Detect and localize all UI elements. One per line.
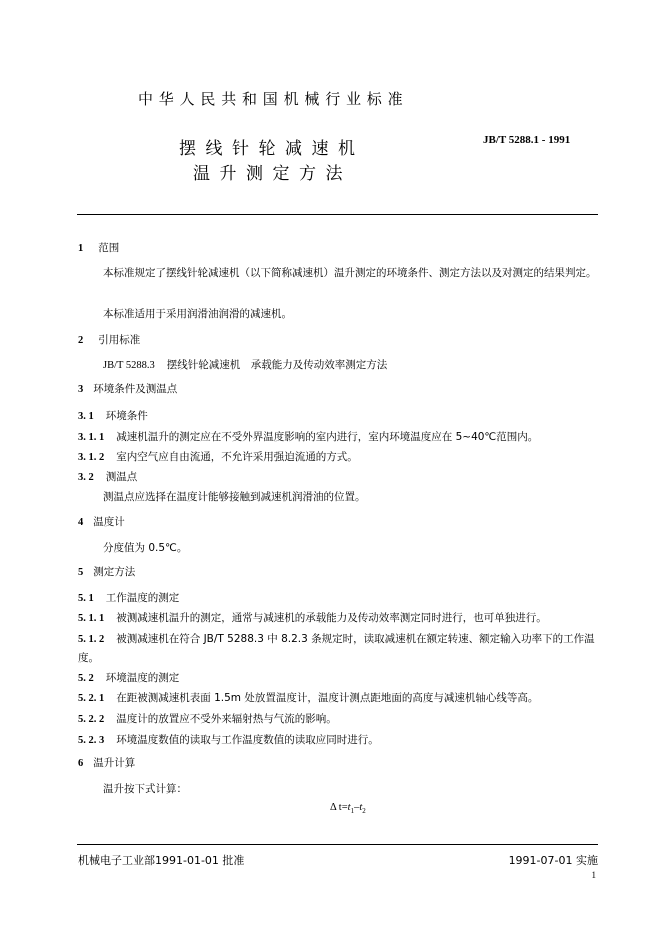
section-1-heading: 1 范围 [78,242,120,254]
section-6-heading: 6 温升计算 [78,757,136,769]
clause-5-2-1: 5. 2. 1 在距被测减速机表面 1.5m 处放置温度计，温度计测点距地面的高度与减速机轴心线等高。 [78,692,539,704]
approval-note: 机械电子工业部1991-01-01 批准 [78,854,245,867]
section-1-paragraph-2: 本标准适用于采用润滑油润滑的减速机。 [103,308,292,320]
issuing-header: 中华人民共和国机械行业标准 [138,90,409,108]
title-line-2: 温升测定方法 [193,164,352,184]
section-4-paragraph: 分度值为 0.5℃。 [103,542,188,554]
title-line-1: 摆线针轮减速机 [179,139,365,159]
section-6-paragraph: 温升按下式计算： [103,783,187,795]
clause-3-1-2: 3. 1. 2 室内空气应自由流通，不允许采用强迫流通的方式。 [78,451,358,463]
section-2-heading: 2 引用标准 [78,334,141,346]
referenced-standard: JB/T 5288.3 摆线针轮减速机 承载能力及传动效率测定方法 [103,359,388,371]
clause-5-2-3: 5. 2. 3 环境温度数值的读取与工作温度数值的读取应同时进行。 [78,734,379,746]
section-4-heading: 4 温度计 [78,516,125,528]
section-5-1-heading: 5. 1 工作温度的测定 [78,592,180,604]
section-3-2-paragraph: 测温点应选择在温度计能够接触到减速机润滑油的位置。 [103,491,366,503]
top-rule [77,214,598,215]
section-5-2-heading: 5. 2 环境温度的测定 [78,672,180,684]
page-number: 1 [591,870,596,880]
clause-5-1-1: 5. 1. 1 被测减速机温升的测定，通常与减速机的承载能力及传动效率测定同时进行，也可单独进行。 [78,612,547,624]
clause-5-1-2: 5. 1. 2 被测减速机在符合 JB/T 5288.3 中 8.2.3 条规定时，读取减速机在额定转速、额定输入功率下的工作温度。 [78,633,595,664]
section-3-2-heading: 3. 2 测温点 [78,471,138,483]
section-3-1-heading: 3. 1 环境条件 [78,410,148,422]
clause-5-2-2: 5. 2. 2 温度计的放置应不受外来辐射热与气流的影响。 [78,713,337,725]
bottom-rule [77,844,598,845]
section-3-heading: 3 环境条件及测温点 [78,383,178,395]
clause-3-1-1: 3. 1. 1 减速机温升的测定应在不受外界温度影响的室内进行，室内环境温度应在 5~40℃范围内。 [78,431,539,443]
section-1-paragraph-1: 本标准规定了摆线针轮减速机（以下简称减速机）温升测定的环境条件、测定方法以及对测定的结果判定。 [103,267,597,279]
implementation-note: 1991-07-01 实施 [508,854,598,867]
temperature-rise-formula: Δ $t=t_1-t_2$ [330,802,366,816]
standard-number: JB/T 5288.1 - 1991 [483,134,571,146]
section-5-heading: 5 测定方法 [78,566,136,578]
